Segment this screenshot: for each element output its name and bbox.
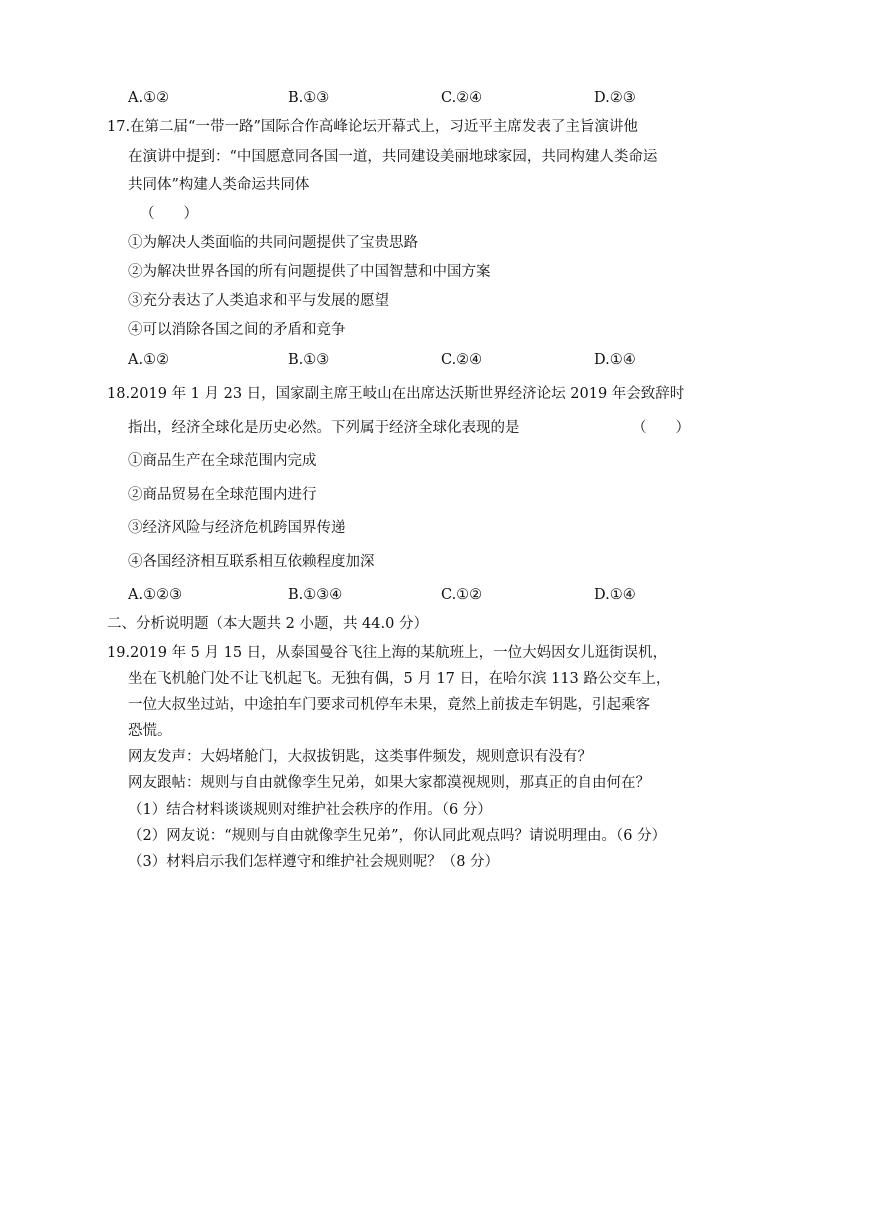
q19-stem-line-1: 19.2019 年 5 月 15 日，从泰国曼谷飞往上海的某航班上，一位大妈因女儿逛街误机， — [107, 645, 668, 661]
q18-item-4: ④各国经济相互联系相互依赖程度加深 — [128, 554, 375, 570]
q16-option-c: C.②④ — [441, 90, 483, 106]
q17-option-a: A.①② — [128, 352, 170, 368]
q18-option-b: B.①③④ — [288, 587, 343, 603]
q18-option-c: C.①② — [441, 587, 483, 603]
q17-item-4: ④可以消除各国之间的矛盾和竞争 — [128, 322, 346, 338]
q19-stem-line-4: 恐慌。 — [128, 723, 172, 739]
q19-subquestion-2: （2）网友说：“规则与自由就像孪生兄弟”，你认同此观点吗？请说明理由。（6 分） — [128, 828, 667, 844]
q19-netizen-voice: 网友发声：大妈堵舱门，大叔拔钥匙，这类事件频发，规则意识有没有？ — [128, 749, 592, 765]
q18-option-d: D.①④ — [594, 587, 636, 603]
q17-stem-line-2: 在演讲中提到：“中国愿意同各国一道，共同建设美丽地球家园，共同构建人类命运 — [128, 149, 658, 165]
q16-option-d: D.②③ — [594, 90, 636, 106]
q18-item-3: ③经济风险与经济危机跨国界传递 — [128, 520, 346, 536]
q17-item-3: ③充分表达了人类追求和平与发展的愿望 — [128, 293, 389, 309]
q16-options — [128, 88, 748, 108]
q18-item-1: ①商品生产在全球范围内完成 — [128, 453, 317, 469]
q17-option-d: D.①④ — [594, 352, 636, 368]
q19-stem-line-2: 坐在飞机舱门处不让飞机起飞。无独有偶，5 月 17 日，在哈尔滨 113 路公交车上， — [128, 671, 671, 687]
q19-netizen-reply: 网友跟帖：规则与自由就像孪生兄弟，如果大家都漠视规则，那真正的自由何在？ — [128, 775, 650, 791]
q18-stem-line-1: 18.2019 年 1 月 23 日，国家副主席王岐山在出席达沃斯世界经济论坛 2019 年会致辞时 — [107, 386, 685, 402]
q18-answer-paren: （ ） — [632, 420, 690, 436]
q18-options — [128, 585, 748, 605]
q16-option-b: B.①③ — [288, 90, 330, 106]
q17-answer-paren: （ ） — [140, 206, 198, 222]
q18-stem-line-2: 指出，经济全球化是历史必然。下列属于经济全球化表现的是 — [128, 420, 520, 436]
section-2-heading: 二、分析说明题（本大题共 2 小题，共 44.0 分） — [107, 616, 428, 632]
q19-subquestion-3: （3）材料启示我们怎样遵守和维护社会规则呢？（8 分） — [128, 854, 500, 870]
q17-options — [128, 350, 748, 370]
q17-item-1: ①为解决人类面临的共同问题提供了宝贵思路 — [128, 235, 418, 251]
q17-option-b: B.①③ — [288, 352, 330, 368]
q16-option-a: A.①② — [128, 90, 170, 106]
q19-stem-line-3: 一位大叔坐过站，中途拍车门要求司机停车未果，竟然上前拔走车钥匙，引起乘客 — [128, 697, 650, 713]
q18-item-2: ②商品贸易在全球范围内进行 — [128, 487, 317, 503]
q17-stem-line-3: 共同体”构建人类命运共同体 — [128, 177, 310, 193]
q19-subquestion-1: （1）结合材料谈谈规则对维护社会秩序的作用。（6 分） — [128, 802, 492, 818]
q17-item-2: ②为解决世界各国的所有问题提供了中国智慧和中国方案 — [128, 264, 491, 280]
q18-option-a: A.①②③ — [128, 587, 183, 603]
q17-stem-line-1: 17.在第二届“一带一路”国际合作高峰论坛开幕式上，习近平主席发表了主旨演讲他 — [107, 119, 638, 135]
q17-option-c: C.②④ — [441, 352, 483, 368]
